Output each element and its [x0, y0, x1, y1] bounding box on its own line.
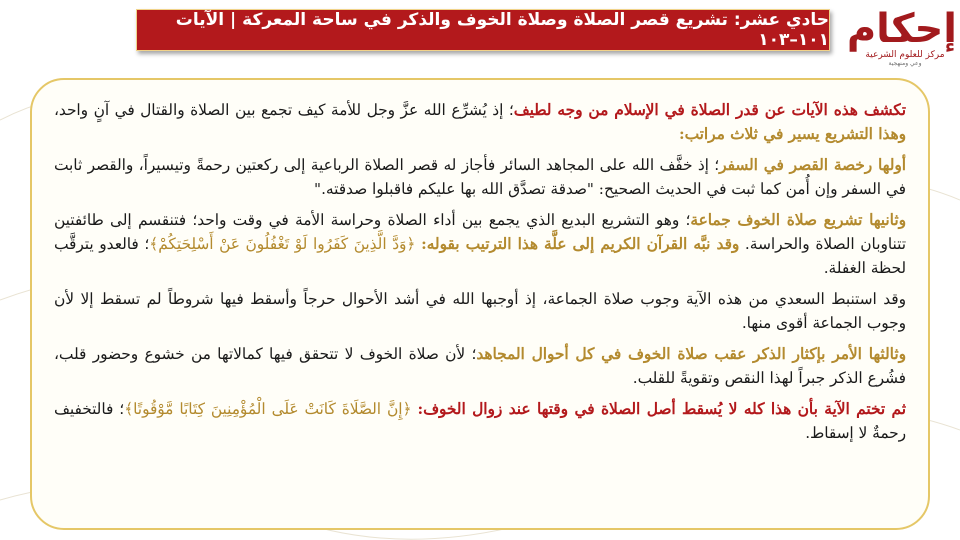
quran-verse-weapons: ﴿وَدَّ الَّذِينَ كَفَرُوا لَوْ تَغْفُلُونَ عَنْ أَسْلِحَتِكُمْ﴾: [149, 235, 422, 253]
second-level-lead: وثانيها تشريع صلاة الخوف جماعة: [690, 211, 906, 229]
second-level-text: ؛ وهو التشريع البديع الذي يجمع بين أداء الصلاة وحراسة الأمة في وقت واحد؛ فتنقسم إلى طائفتين تتناوبان الصلاة والحراسة.: [54, 211, 906, 253]
conclusion-lead: ثم تختم الآية بأن هذا كله لا يُسقط أصل الصلاة في وقتها عند زوال الخوف:: [417, 400, 906, 418]
logo-tagline: وعي ومنهجية: [888, 60, 922, 67]
paragraph-third-level: [54, 342, 906, 390]
third-level-lead: وثالثها الأمر بإكثار الذكر عقب صلاة الخوف في كل أحوال المجاهد: [476, 345, 906, 363]
quran-verse-timed-prayer: ﴿إِنَّ الصَّلَاةَ كَانَتْ عَلَى الْمُؤْمِنِينَ كِتَابًا مَّوْقُوتًا﴾: [124, 400, 418, 418]
intro-text: ؛ إذ يُشرِّع الله عزَّ وجل للأمة كيف تجمع بين الصلاة والقتال في آنٍ واحد،: [54, 101, 514, 119]
paragraph-conclusion: [54, 397, 906, 445]
paragraph-second-level: [54, 208, 906, 280]
intro-tail: وهذا التشريع يسير في ثلاث مراتب:: [679, 125, 906, 143]
second-level-note: وقد نبَّه القرآن الكريم إلى علَّة هذا الترتيب بقوله:: [421, 235, 740, 253]
content-card: [30, 78, 930, 530]
first-level-text: ؛ إذ خفَّف الله على المجاهد السائر فأجاز له قصر الصلاة الرباعية إلى ركعتين رحمةً وتيسيراً، والقصر ثابت في السفر وإن أُمن كما ثبت في الحديث الصحيح: "صدقة تصدَّق الله بها عليكم فاقبلوا صدقته.": [54, 156, 906, 198]
intro-lead: تكشف هذه الآيات عن قدر الصلاة في الإسلام من وجه لطيف: [513, 101, 907, 119]
saadi-text: وقد استنبط السعدي من هذه الآية وجوب صلاة الجماعة، إذ أوجبها الله في أشد الأحوال حرجاً وأسقط فيها شروطاً لم تسقط إلا لأن وجوب الجماعة أقوى منها.: [54, 290, 906, 332]
slide-title: حادي عشر: تشريع قصر الصلاة وصلاة الخوف والذكر في ساحة المعركة | الآيات ١٠١–١٠٣: [175, 10, 829, 50]
paragraph-saadi-inference: [54, 287, 906, 335]
ihkam-logo: [846, 6, 957, 68]
conclusion-end: ؛ فالتخفيف رحمةٌ لا إسقاط.: [54, 400, 906, 442]
slide-title-banner: [136, 9, 830, 51]
logo-subtitle: مركز للعلوم الشرعية: [865, 50, 945, 60]
paragraph-intro: [54, 98, 906, 146]
second-level-end: ؛ فالعدو يترقَّب لحظة الغفلة.: [54, 235, 906, 277]
logo-wordmark: إحكام: [846, 6, 957, 52]
third-level-text: ؛ لأن صلاة الخوف لا تتحقق فيها كمالاتها من خشوع وحضور قلب، فشُرع الذكر جبراً لهذا النقص وتقويةً للقلب.: [54, 345, 906, 387]
paragraph-first-level: [54, 153, 906, 201]
first-level-lead: أولها رخصة القصر في السفر: [719, 156, 906, 174]
